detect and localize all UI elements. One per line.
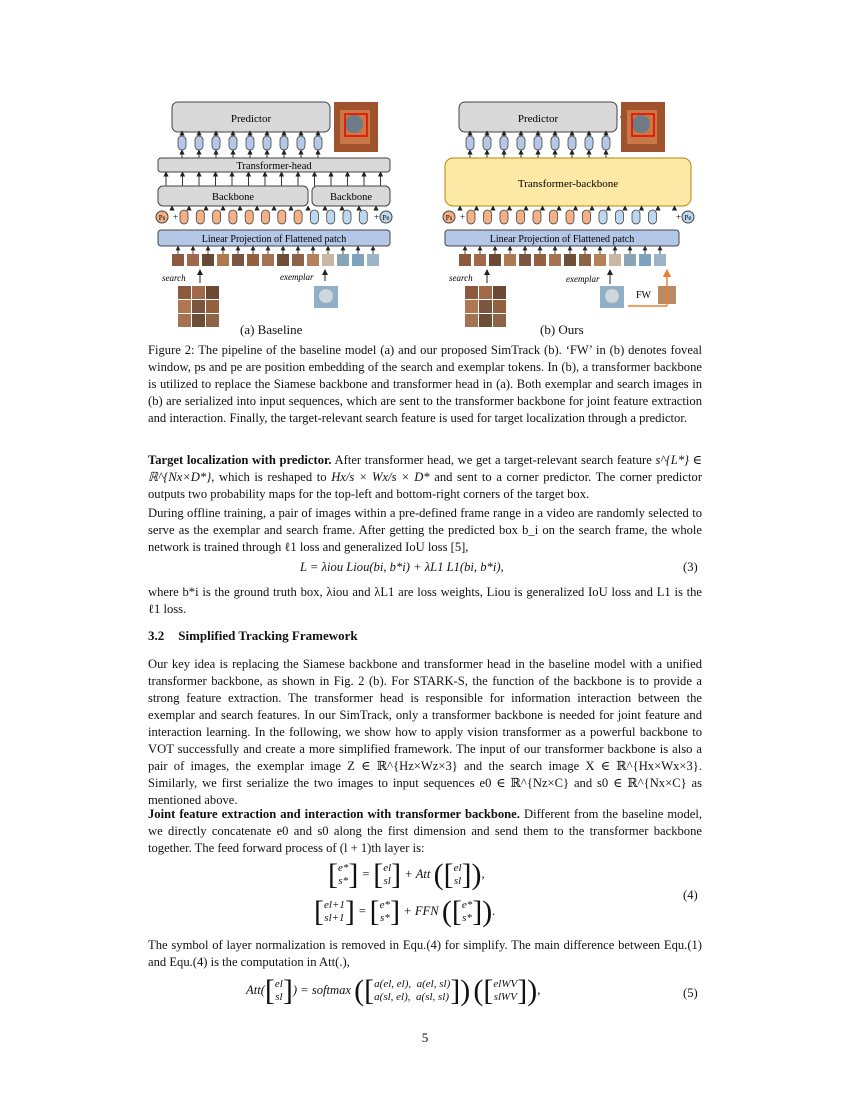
output-token xyxy=(585,136,593,150)
pos-s-label: Ps xyxy=(158,214,166,222)
subcaption-b: (b) Ours xyxy=(540,322,584,337)
output-token xyxy=(551,136,559,150)
ours-diagram xyxy=(443,102,694,327)
image-patch xyxy=(489,254,501,266)
equation-3: L = λiou Liou(bi, b*i) + λL1 L1(bi, b*i), xyxy=(300,560,504,574)
exemplar-image xyxy=(600,286,624,308)
search-token xyxy=(566,210,574,224)
fw-label: FW xyxy=(636,290,651,301)
image-patch xyxy=(519,254,531,266)
equation-4-line-1: [e* s*] = [el sl] + Att ([el sl]), xyxy=(328,858,485,891)
svg-text:+: + xyxy=(374,212,380,222)
search-token xyxy=(550,210,558,224)
training-paragraph: During offline training, a pair of images within a pre-defined frame range in a video are randomly selected to serve as the exemplar and search frame. After getting the predicted box b_i on the search frame, the whole network is trained through ℓ1 loss and generalized IoU loss [5], xyxy=(148,506,702,554)
svg-text:+: + xyxy=(460,212,466,222)
image-patch xyxy=(654,254,666,266)
search-token xyxy=(213,210,221,224)
output-token xyxy=(466,136,474,150)
page-number: 5 xyxy=(421,1030,429,1045)
backbone-label-b: Backbone xyxy=(330,192,372,203)
linear-projection-label: Linear Projection of Flattened patch xyxy=(489,234,635,245)
output-token xyxy=(517,136,525,150)
image-patch xyxy=(534,254,546,266)
equation-5: Att([el sl]) = softmax ([a(el, el), a(el, sl) a(sl, el), a(sl, sl)]) ([elWV slWV]), xyxy=(246,974,541,1007)
framework-paragraph: Our key idea is replacing the Siamese backbone and transformer head in the baseline model with a unified transformer backbone, as shown in Fig. 2 (b). For STARK-S, the function of the backbone is to provide a strong feature extraction. The transformer head is responsible for information interaction between the exemplar and search features. In our SimTrack, only a transformer backbone is needed for joint feature and interaction learning. In the following, we show how to apply vision transformer as a powerful backbone to VOT successfully and create a more simplified framework. The input of our transformer backbone is also a pair of images, the exemplar image Z ∈ ℝ^{Hz×Wz×3} and the search image X ∈ ℝ^{Hx×Wx×3}. Similarly, we first serialize the two images to input sequences e0 ∈ ℝ^{Nz×C} and s0 ∈ ℝ^{Nx×C} as mentioned above. xyxy=(148,657,702,807)
exemplar-image xyxy=(314,286,338,308)
image-patch xyxy=(202,254,214,266)
output-token xyxy=(602,136,610,150)
image-patch xyxy=(217,254,229,266)
search-token xyxy=(196,210,204,224)
image-patch xyxy=(564,254,576,266)
search-image xyxy=(178,286,219,327)
search-token xyxy=(517,210,525,224)
exemplar-token xyxy=(310,210,318,224)
exemplar-token xyxy=(616,210,624,224)
eq3-explanation: where b*i is the ground truth box, λiou and λL1 are loss weights, Liou is generalized IoU loss and L1 is the ℓ1 loss. xyxy=(148,585,702,616)
output-token xyxy=(246,136,254,150)
exemplar-token xyxy=(327,210,335,224)
output-token xyxy=(229,136,237,150)
pos-e-label: Pe xyxy=(382,214,390,222)
search-token xyxy=(294,210,302,224)
search-image xyxy=(465,286,506,327)
image-patch xyxy=(247,254,259,266)
svg-text:+: + xyxy=(676,212,682,222)
image-patch xyxy=(232,254,244,266)
search-token xyxy=(533,210,541,224)
pos-e-label: Pe xyxy=(684,214,692,222)
section-heading: 3.2 Simplified Tracking Framework xyxy=(148,628,358,643)
output-token xyxy=(195,136,203,150)
pos-s-label: Ps xyxy=(445,214,453,222)
target-localization-paragraph: Target localization with predictor. After transformer head, we get a target-relevant search feature s^{L*} ∈ ℝ^{Nx×D*}, which is reshaped to Hx/s × Wx/s × D* and sent to a corner predictor. The corner predictor outputs two probability maps for the top-left and bottom-right corners of the target box. xyxy=(148,453,703,501)
linear-projection-label: Linear Projection of Flattened patch xyxy=(201,234,347,245)
predictor-label: Predictor xyxy=(230,113,272,125)
output-token xyxy=(263,136,271,150)
exemplar-label: exemplar xyxy=(566,274,600,284)
image-patch xyxy=(337,254,349,266)
pipeline-diagram xyxy=(148,96,704,340)
image-patch xyxy=(262,254,274,266)
search-token xyxy=(467,210,475,224)
image-patch xyxy=(579,254,591,266)
search-label: search xyxy=(449,273,473,283)
predictor-label: Predictor xyxy=(517,113,559,125)
joint-feature-paragraph: Joint feature extraction and interaction with transformer backbone. Different from the baseline model, we directly concatenate e0 and s0 along the first dimension and send them to the transformer backbone together. The feed forward process of (l + 1)th layer is: xyxy=(148,807,702,855)
equation-4-number: (4) xyxy=(683,888,698,902)
image-patch xyxy=(187,254,199,266)
output-tokens xyxy=(466,133,610,158)
image-patch xyxy=(459,254,471,266)
output-token xyxy=(568,136,576,150)
image-patch xyxy=(549,254,561,266)
image-patch xyxy=(292,254,304,266)
image-patch xyxy=(504,254,516,266)
backbone-label-a: Backbone xyxy=(212,192,254,203)
output-token xyxy=(280,136,288,150)
output-token xyxy=(212,136,220,150)
image-patch xyxy=(609,254,621,266)
output-token xyxy=(297,136,305,150)
image-patch xyxy=(367,254,379,266)
search-token xyxy=(484,210,492,224)
baseline-diagram xyxy=(156,102,392,327)
search-token xyxy=(500,210,508,224)
image-patch xyxy=(307,254,319,266)
exemplar-token xyxy=(632,210,640,224)
exemplar-token xyxy=(359,210,367,224)
search-token xyxy=(583,210,591,224)
exemplar-token xyxy=(649,210,657,224)
search-token xyxy=(262,210,270,224)
output-token xyxy=(314,136,322,150)
search-label: search xyxy=(162,273,186,283)
output-token xyxy=(500,136,508,150)
eq4-explanation: The symbol of layer normalization is removed in Equ.(4) for simplify. The main difference between Equ.(1) and Equ.(4) is the computation in Att(.), xyxy=(148,938,702,969)
search-token xyxy=(245,210,253,224)
output-tokens xyxy=(178,133,322,158)
output-token xyxy=(483,136,491,150)
equation-3-number: (3) xyxy=(683,560,698,574)
image-patch xyxy=(172,254,184,266)
figure-2 xyxy=(148,96,704,340)
equation-4-line-2: [el+1 sl+1] = [e* s*] + FFN ([e* s*]). xyxy=(314,895,496,928)
transformer-backbone-label: Transformer-backbone xyxy=(517,178,619,190)
equation-5-number: (5) xyxy=(683,986,698,1000)
image-patch xyxy=(277,254,289,266)
exemplar-token xyxy=(343,210,351,224)
figure-caption: Figure 2: The pipeline of the baseline model (a) and our proposed SimTrack (b). ‘FW’ in (b) denotes foveal window, ps and pe are position embedding of the search and exemplar tokens. In (b), a transformer backbone is utilized to replace the Siamese backbone and transformer head in (a). Both exemplar and search images in (b) are serialized into input sequences, which are sent to the transformer backbone for joint feature extraction and interaction. Finally, the target-relevant search feature is used for target localization through a predictor. xyxy=(148,343,702,425)
image-patch xyxy=(624,254,636,266)
paragraph-heading: Target localization with predictor. xyxy=(148,453,332,467)
output-token xyxy=(534,136,542,150)
exemplar-label: exemplar xyxy=(280,272,314,282)
transformer-head-label: Transformer-head xyxy=(236,161,312,172)
search-token xyxy=(229,210,237,224)
image-patch xyxy=(639,254,651,266)
output-token xyxy=(178,136,186,150)
svg-text:+: + xyxy=(173,212,179,222)
subcaption-a: (a) Baseline xyxy=(240,322,303,337)
image-patch xyxy=(474,254,486,266)
image-patch xyxy=(322,254,334,266)
exemplar-token xyxy=(599,210,607,224)
image-patch xyxy=(352,254,364,266)
paragraph-heading: Joint feature extraction and interaction with transformer backbone. xyxy=(148,807,520,821)
search-token xyxy=(180,210,188,224)
image-patch xyxy=(594,254,606,266)
search-token xyxy=(278,210,286,224)
